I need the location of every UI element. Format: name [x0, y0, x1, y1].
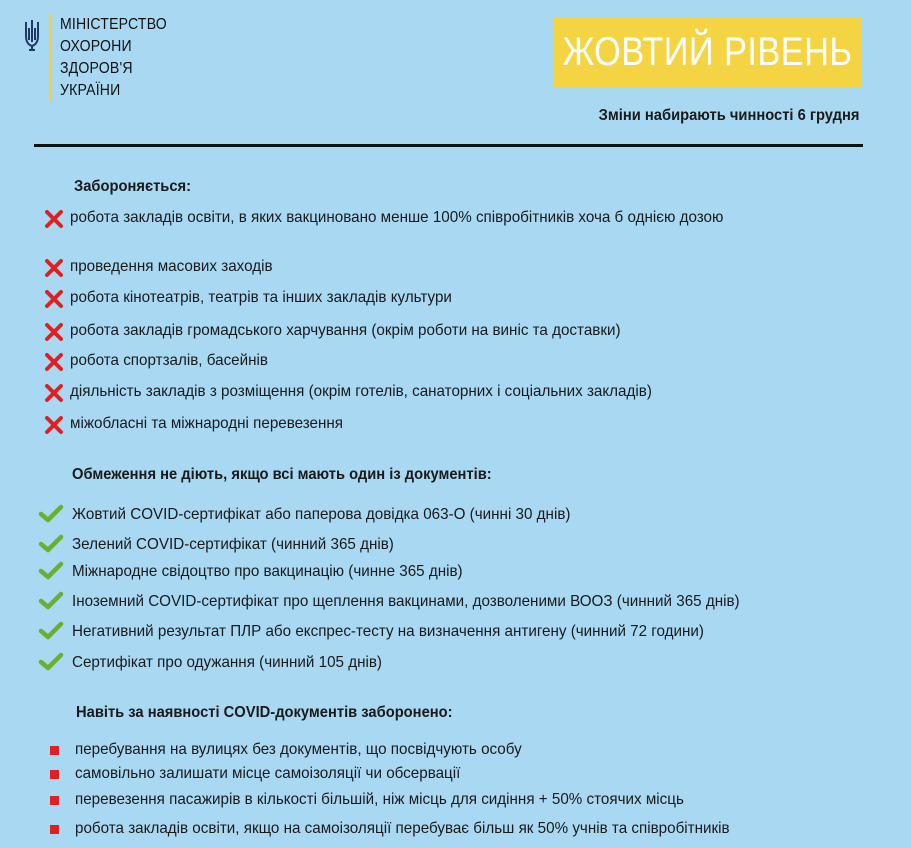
exemption-item: [38, 591, 775, 613]
red-square-bullet-icon: [50, 770, 59, 779]
checkmark-icon: [38, 591, 64, 611]
exemption-item: [38, 652, 398, 674]
exemption-text: Негативний результат ПЛР або експрес-тесту на визначення антигену (чинний 72 години): [72, 623, 704, 640]
exemption-text: Міжнародне свідоцтво про вакцинацію (чинне 365 днів): [72, 563, 463, 580]
always-prohibited-text: самовільно залишати місце самоізоляції чи обсервації: [75, 765, 461, 782]
logo-divider: [50, 14, 52, 102]
prohibited-text: міжобласні та міжнародні перевезення: [70, 415, 344, 432]
exemption-text: Іноземний COVID-сертифікат про щеплення вакцинами, дозволеними ВООЗ (чинний 365 днів): [72, 593, 740, 610]
prohibited-item: [44, 207, 830, 229]
prohibited-text: робота закладів громадського харчування (окрім роботи на виніс та доставки): [70, 322, 621, 339]
prohibited-title: Забороняється:: [74, 178, 192, 195]
red-square-bullet-icon: [50, 825, 59, 834]
red-square-bullet-icon: [50, 746, 59, 755]
prohibited-item: [44, 413, 357, 435]
prohibited-text: робота кінотеатрів, театрів та інших закладів культури: [70, 289, 452, 306]
always-prohibited-item: [48, 739, 545, 761]
checkmark-icon: [38, 621, 64, 641]
always-prohibited-text: робота закладів освіти, якщо на самоізоляції перебуває більш як 50% учнів та співробітників: [75, 820, 730, 837]
checkmark-icon: [38, 561, 64, 581]
header-divider: [34, 144, 863, 147]
prohibited-item: [44, 381, 683, 403]
exemption-text: Сертифікат про одужання (чинний 105 днів): [72, 654, 382, 671]
cross-icon: [44, 258, 64, 278]
prohibited-item: [44, 320, 650, 342]
ministry-line: МІНІСТЕРСТВО: [60, 16, 167, 33]
always-prohibited-item: [48, 818, 764, 840]
level-title: ЖОВТИЙ РІВЕНЬ: [562, 29, 852, 74]
exemptions-title: Обмеження не діють, якщо всі мають один із документів:: [72, 466, 492, 483]
level-badge: [553, 17, 861, 87]
exemption-item: [38, 504, 597, 526]
ministry-logo: [22, 14, 182, 102]
cross-icon: [44, 352, 64, 372]
exemption-text: Зелений COVID-сертифікат (чинний 365 днів): [72, 536, 394, 553]
prohibited-item: [44, 256, 283, 278]
prohibited-text: робота спортзалів, басейнів: [70, 352, 268, 369]
prohibited-text: діяльність закладів з розміщення (окрім готелів, санаторних і соціальних закладів): [70, 383, 652, 400]
ministry-line: ОХОРОНИ: [60, 38, 132, 55]
always-prohibited-item: [48, 763, 481, 785]
checkmark-icon: [38, 652, 64, 672]
prohibited-text: проведення масових заходів: [70, 258, 273, 275]
exemption-item: [38, 621, 737, 643]
cross-icon: [44, 415, 64, 435]
trident-icon: [22, 18, 42, 52]
always-prohibited-item: [48, 789, 716, 811]
prohibited-text: робота закладів освіти, в яких вакциновано менше 100% співробітників хоча б однією дозою: [70, 209, 724, 226]
always-prohibited-title: Навіть за наявності COVID-документів заборонено:: [76, 704, 453, 721]
ministry-name: [60, 14, 167, 102]
always-prohibited-text: перевезення пасажирів в кількості більшій, ніж місць для сидіння + 50% стоячих місць: [75, 791, 684, 808]
ministry-line: ЗДОРОВ'Я: [60, 60, 133, 77]
exemption-item: [38, 561, 483, 583]
always-prohibited-text: перебування на вулицях без документів, що посвідчують особу: [75, 741, 522, 758]
ministry-line: УКРАЇНИ: [60, 82, 121, 99]
exemption-text: Жовтий COVID-сертифікат або паперова довідка 063-О (чинні 30 днів): [72, 506, 571, 523]
red-square-bullet-icon: [50, 796, 59, 805]
checkmark-icon: [38, 504, 64, 524]
cross-icon: [44, 383, 64, 403]
cross-icon: [44, 289, 64, 309]
prohibited-item: [44, 350, 278, 372]
cross-icon: [44, 209, 64, 229]
effective-date: Зміни набирають чинності 6 грудня: [598, 107, 859, 124]
checkmark-icon: [38, 534, 64, 554]
exemption-item: [38, 534, 411, 556]
cross-icon: [44, 322, 64, 342]
prohibited-item: [44, 287, 472, 309]
